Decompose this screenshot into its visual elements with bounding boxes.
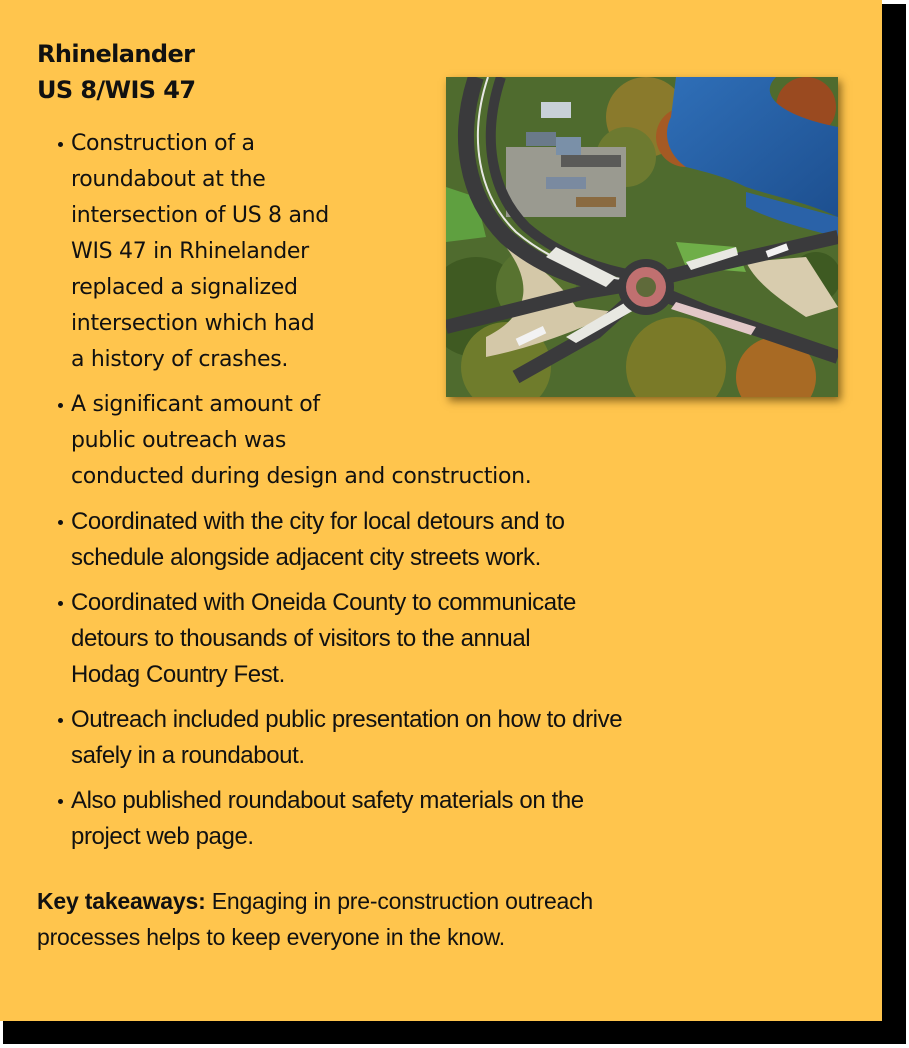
bullet-text: Outreach included public presentation on how to drive: [71, 706, 623, 733]
bullet-dot-icon: [58, 403, 63, 408]
project-bullet-list: [56, 126, 856, 864]
bullet-text: safely in a roundabout.: [71, 742, 305, 769]
project-title: [37, 36, 195, 108]
bullet-text: conducted during design and construction.: [71, 464, 532, 489]
bullet-item: [56, 585, 791, 693]
bullet-text: WIS 47 in Rhinelander: [71, 239, 309, 264]
bullet-item: [56, 783, 791, 855]
bullet-dot-icon: [58, 718, 63, 723]
bullet-text: A significant amount of: [71, 392, 320, 417]
bullet-text: schedule alongside adjacent city streets work.: [71, 544, 541, 571]
bullet-text: Construction of a: [71, 131, 255, 156]
bullet-dot-icon: [58, 601, 63, 606]
bullet-item: [56, 504, 791, 576]
title-city: Rhinelander: [37, 40, 195, 68]
bullet-text: detours to thousands of visitors to the annual: [71, 625, 531, 652]
bullet-dot-icon: [58, 799, 63, 804]
bullet-text: intersection which had: [71, 311, 315, 336]
bullet-text: Hodag Country Fest.: [71, 661, 285, 688]
key-takeaways-text: Engaging in pre-construction outreach: [205, 888, 594, 914]
key-takeaways-text: processes helps to keep everyone in the know.: [37, 924, 505, 950]
bullet-dot-icon: [58, 520, 63, 525]
bullet-item: [56, 126, 411, 378]
bullet-text: Also published roundabout safety materials on the: [71, 787, 584, 814]
bullet-text: intersection of US 8 and: [71, 203, 329, 228]
bullet-item: [56, 387, 532, 495]
bullet-text: roundabout at the: [71, 167, 266, 192]
bullet-text: Coordinated with Oneida County to communicate: [71, 589, 576, 616]
bullet-text: a history of crashes.: [71, 347, 289, 372]
title-route: US 8/WIS 47: [37, 76, 196, 104]
bullet-text: public outreach was: [71, 428, 287, 453]
bullet-text: replaced a signalized: [71, 275, 298, 300]
key-takeaways-label: Key takeaways:: [37, 888, 206, 914]
key-takeaways: [37, 883, 797, 955]
bullet-text: Coordinated with the city for local detours and to: [71, 508, 565, 535]
bullet-dot-icon: [58, 142, 63, 147]
bullet-text: project web page.: [71, 823, 254, 850]
bullet-item: [56, 702, 791, 774]
